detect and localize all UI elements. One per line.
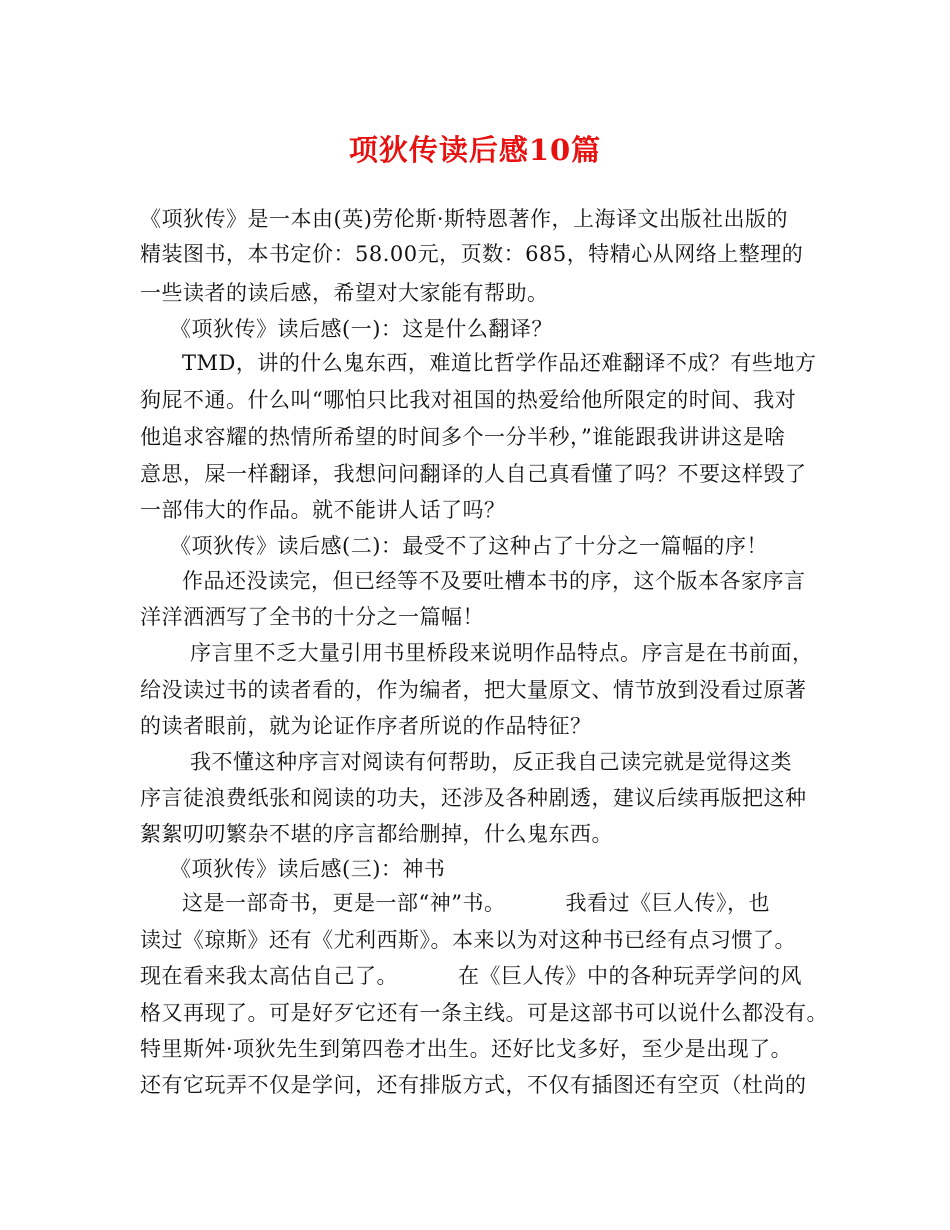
- paragraph-segment: 在《巨人传》中的各种玩弄学问的风: [458, 964, 802, 988]
- paragraph-line: [182, 890, 770, 916]
- paragraph-line: 格又再现了。可是好歹它还有一条主线。可是这部书可以说什么都没有。: [140, 1001, 828, 1025]
- section-heading-2: 《项狄传》读后感(二)：最受不了这种占了十分之一篇幅的序！: [170, 534, 768, 558]
- intro-line-1: 《项狄传》是一本由(英)劳伦斯·斯特恩著作，上海译文出版社出版的: [140, 207, 789, 231]
- paragraph-line: 一部伟大的作品。就不能讲人话了吗？: [140, 498, 506, 522]
- paragraph-line: 序言里不乏大量引用书里桥段来说明作品特点。序言是在书前面，: [190, 641, 814, 665]
- intro-line-3: 一些读者的读后感，希望对大家能有帮助。: [140, 281, 549, 305]
- paragraph-line: 我不懂这种序言对阅读有何帮助，反正我自己读完就是觉得这类: [190, 750, 792, 774]
- paragraph-line: 还有它玩弄不仅是学问，还有排版方式，不仅有插图还有空页（杜尚的: [140, 1073, 807, 1097]
- paragraph-segment: 这是一部奇书，更是一部“神”书。: [182, 891, 506, 915]
- paragraph-line: 意思，屎一样翻译，我想问问翻译的人自己真看懂了吗？不要这样毁了: [140, 462, 807, 486]
- paragraph-segment: 现在看来我太高估自己了。: [140, 964, 398, 988]
- document-title: 项狄传读后感10篇: [348, 133, 602, 167]
- paragraph-line: 读过《琼斯》还有《尤利西斯》。本来以为对这种书已经有点习惯了。: [140, 928, 796, 952]
- paragraph-line: 特里斯舛·项狄先生到第四卷才出生。还好比戈多好，至少是出现了。: [140, 1037, 793, 1061]
- paragraph-line: 他追求容耀的热情所希望的时间多个一分半秒，”谁能跟我讲讲这是啥: [140, 425, 786, 449]
- paragraph-line: 的读者眼前，就为论证作序者所说的作品特征？: [140, 714, 592, 738]
- paragraph-segment: 我看过《巨人传》，也: [565, 891, 770, 915]
- section-heading-3: 《项狄传》读后感(三)：神书: [170, 857, 446, 881]
- paragraph-line: [140, 963, 802, 989]
- paragraph-line: 洋洋洒洒写了全书的十分之一篇幅！: [140, 605, 484, 629]
- paragraph-line: 絮絮叨叨繁杂不堪的序言都给删掉，什么鬼东西。: [140, 822, 613, 846]
- paragraph-line: 序言徒浪费纸张和阅读的功夫，还涉及各种剧透，建议后续再版把这种: [140, 786, 807, 810]
- paragraph-line: 狗屁不通。什么叫“哪怕只比我对祖国的热爱给他所限定的时间、我对: [140, 388, 797, 412]
- paragraph-line: 给没读过书的读者看的，作为编者，把大量原文、情节放到没看过原著: [140, 678, 807, 702]
- section-heading-1: 《项狄传》读后感(一)：这是什么翻译？: [170, 317, 553, 341]
- paragraph-line: 作品还没读完，但已经等不及要吐槽本书的序，这个版本各家序言: [182, 569, 806, 593]
- paragraph-line: TMD，讲的什么鬼东西，难道比哲学作品还难翻译不成？有些地方: [182, 351, 817, 375]
- intro-line-2: 精装图书，本书定价：58.00元，页数：685，特精心从网络上整理的: [140, 242, 804, 266]
